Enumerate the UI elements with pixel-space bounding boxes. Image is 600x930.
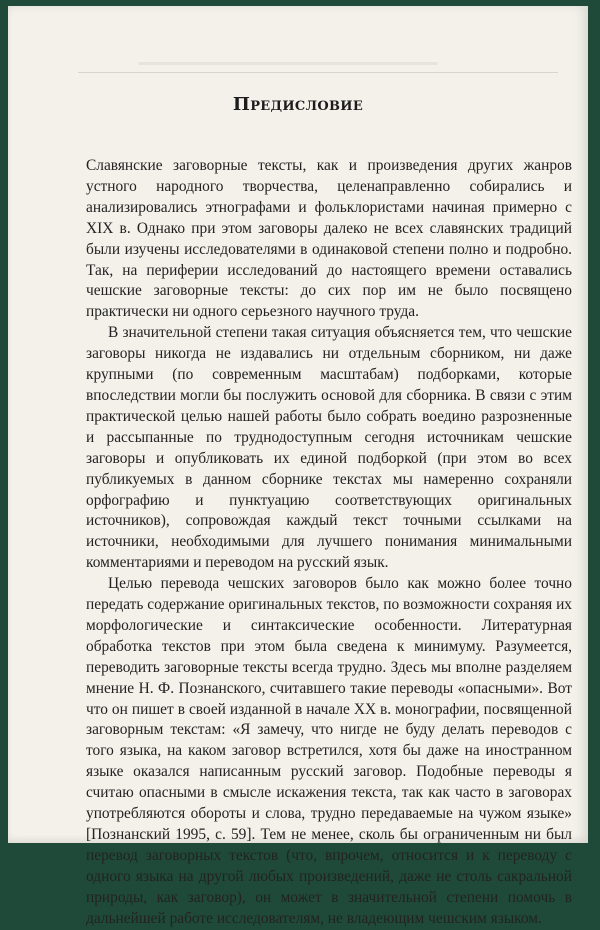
body-text (86, 156, 572, 930)
paragraph-2: В значительной степени такая ситуация объясняется тем, что чешские заговоры никогда не издавались ни отдельным сборником, ни даже крупными (по современным масштабам) подборками, которые впоследствии могли бы послужить основой для сборника. В связи с этим практической целью нашей работы было собрать воедино разрозненные и рассыпанные по труднодоступным сегодня источникам чешские заговоры и опубликовать их единой подборкой (при этом во всех публикуемых в данном сборнике текстах мы намеренно сохраняли орфографию и пунктуацию соответствующих оригинальных источников), сопровождая каждый текст точными ссылками на источники, необходимыми для лучшего понимания минимальными комментариями и переводом на русский язык. (86, 324, 572, 572)
paragraph-3: Целью перевода чешских заговоров было как можно более точно передать содержание оригинальных текстов, по возможности сохраняя их морфологические и синтаксические особенности. Литературная обработка текстов при этом была сведена к минимуму. Разумеется, переводить заговорные тексты всегда трудно. Здесь мы вполне разделяем мнение Н. Ф. Познанского, считавшего такие переводы «опасными». Вот что он пишет в своей изданной в начале XX в. монографии, посвященной заговорным текстам: «Я замечу, что нигде не буду делать переводов с того языка, на каком заговор встретился, хотя бы даже на иностранном языке оказался написанным русский заговор. Подобные переводы я считаю опасными в смысле искажения текста, так как часто в заговорах употребляются обороты и слова, трудно передаваемые на чужом языке» [Познанский 1995, с. 59]. Тем не менее, сколь бы ограниченным ни был перевод заговорных текстов (что, впрочем, относится и к переводу с одного языка на другой любых произведений, даже не столь сакральной природы, как заговор), он может в значительной степени помочь в дальнейшей работе исследователям, не владеющим чешским языком. (86, 575, 572, 927)
bleed-through-header (78, 58, 558, 73)
page-title: Предисловие (232, 94, 364, 115)
book-page (8, 6, 588, 927)
paragraph-1: Славянские заговорные тексты, как и произведения других жанров устного народного творчества, целенаправленно собирались и анализировались этнографами и фольклористами начиная примерно с XIX в. Однако при этом заговоры далеко не всех славянских традиций были изучены исследователями в одинаковой степени полно и подробно. Так, на периферии исследований до настоящего времени оставались чешские заговорные тексты: до сих пор им не было посвящено практически ни одного серьезного научного труда. (86, 157, 572, 321)
